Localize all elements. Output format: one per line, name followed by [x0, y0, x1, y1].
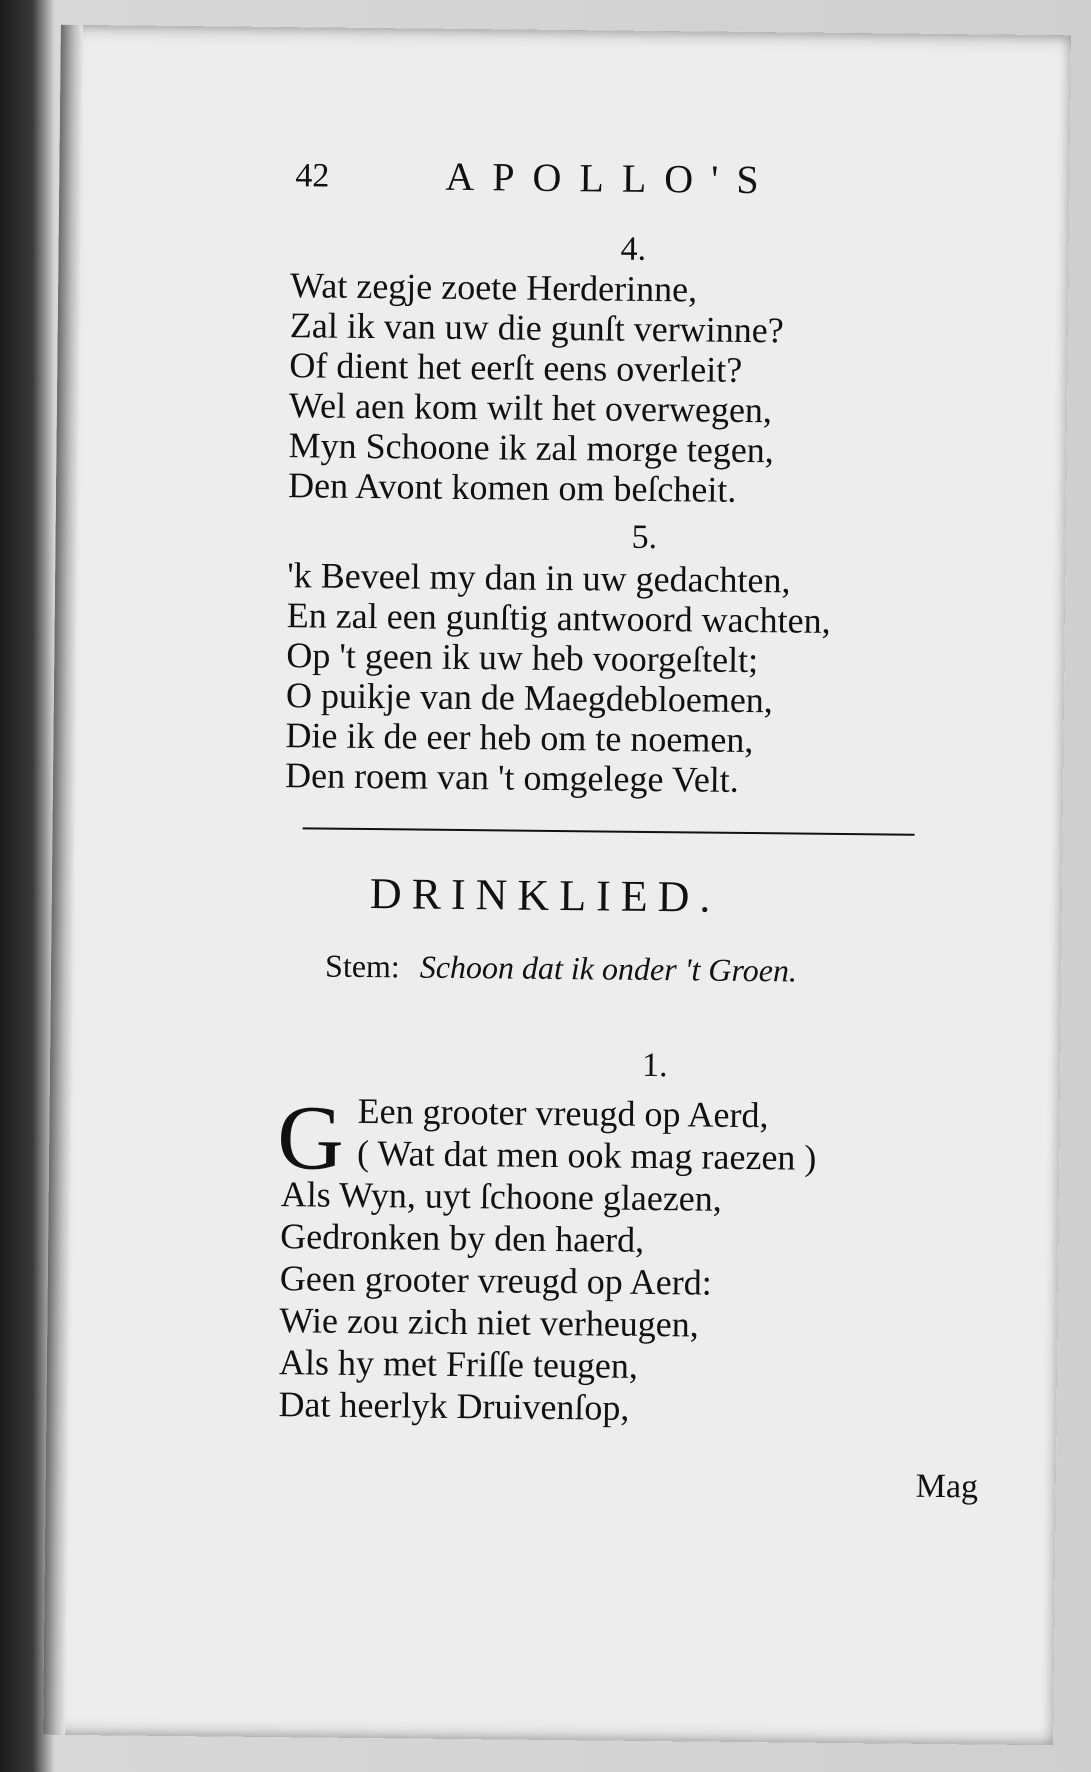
verse-line: ( Wat dat men ook mag raezen ): [356, 1132, 817, 1178]
catchword: Mag: [915, 1467, 979, 1506]
stanza-number-4: 4.: [620, 230, 647, 268]
drop-cap: G: [276, 1086, 345, 1189]
verse-line: O puikje van de Maegdebloemen,: [285, 675, 773, 721]
verse-line: Als Wyn, uyt ſchoone glaezen,: [280, 1174, 722, 1219]
verse-line: Wie zou zich niet verheugen,: [279, 1300, 699, 1345]
verse-line: Die ik de eer heb om te noemen,: [285, 715, 754, 761]
song-title: DRINKLIED.: [369, 869, 721, 922]
stanza-number-1: 1.: [641, 1046, 668, 1085]
verse-line: Als hy met Friſſe teugen,: [278, 1342, 639, 1386]
verse-line: Of dient het eerſt eens overleit?: [289, 345, 743, 390]
verse-line: Een grooter vreugd op Aerd,: [357, 1090, 769, 1136]
stanza-number-5: 5.: [631, 518, 658, 557]
page-number: 42: [295, 157, 330, 195]
running-title: APOLLO'S: [445, 153, 777, 203]
book-page: [43, 25, 1071, 1745]
verse-line: Gedronken by den haerd,: [280, 1216, 645, 1260]
verse-line: Den roem van 't omgelege Velt.: [284, 755, 740, 800]
tune-name: Schoon dat ik onder 't Groen.: [419, 948, 798, 989]
tune-indication: [325, 948, 797, 990]
song-stanza-1: [278, 1173, 722, 1430]
verse-line: Den Avont komen om beſcheit.: [287, 465, 737, 510]
verse-line: Wel aen kom wilt het overwegen,: [288, 385, 773, 431]
drop-cap-lines: [357, 1090, 817, 1179]
stanza-4: [288, 265, 784, 510]
running-head: [295, 151, 875, 207]
verse-line: Myn Schoone ik zal morge tegen,: [288, 425, 775, 471]
verse-line: Op 't geen ik uw heb voorgeſtelt;: [286, 635, 759, 681]
stanza-5: [285, 555, 831, 801]
verse-line: Geen grooter vreugd op Aerd:: [279, 1258, 712, 1303]
verse-line: Zal ik van uw die gunſt verwinne?: [289, 305, 784, 351]
page-content: [43, 25, 1071, 1745]
verse-line: Wat zegje zoete Herderinne,: [290, 265, 698, 310]
verse-line: Dat heerlyk Druivenſop,: [278, 1384, 630, 1428]
section-divider: [303, 827, 915, 835]
verse-line: En zal een gunſtig antwoord wachten,: [286, 595, 831, 641]
tune-label: Stem:: [324, 947, 400, 985]
verse-line: 'k Beveel my dan in uw gedachten,: [287, 555, 791, 601]
